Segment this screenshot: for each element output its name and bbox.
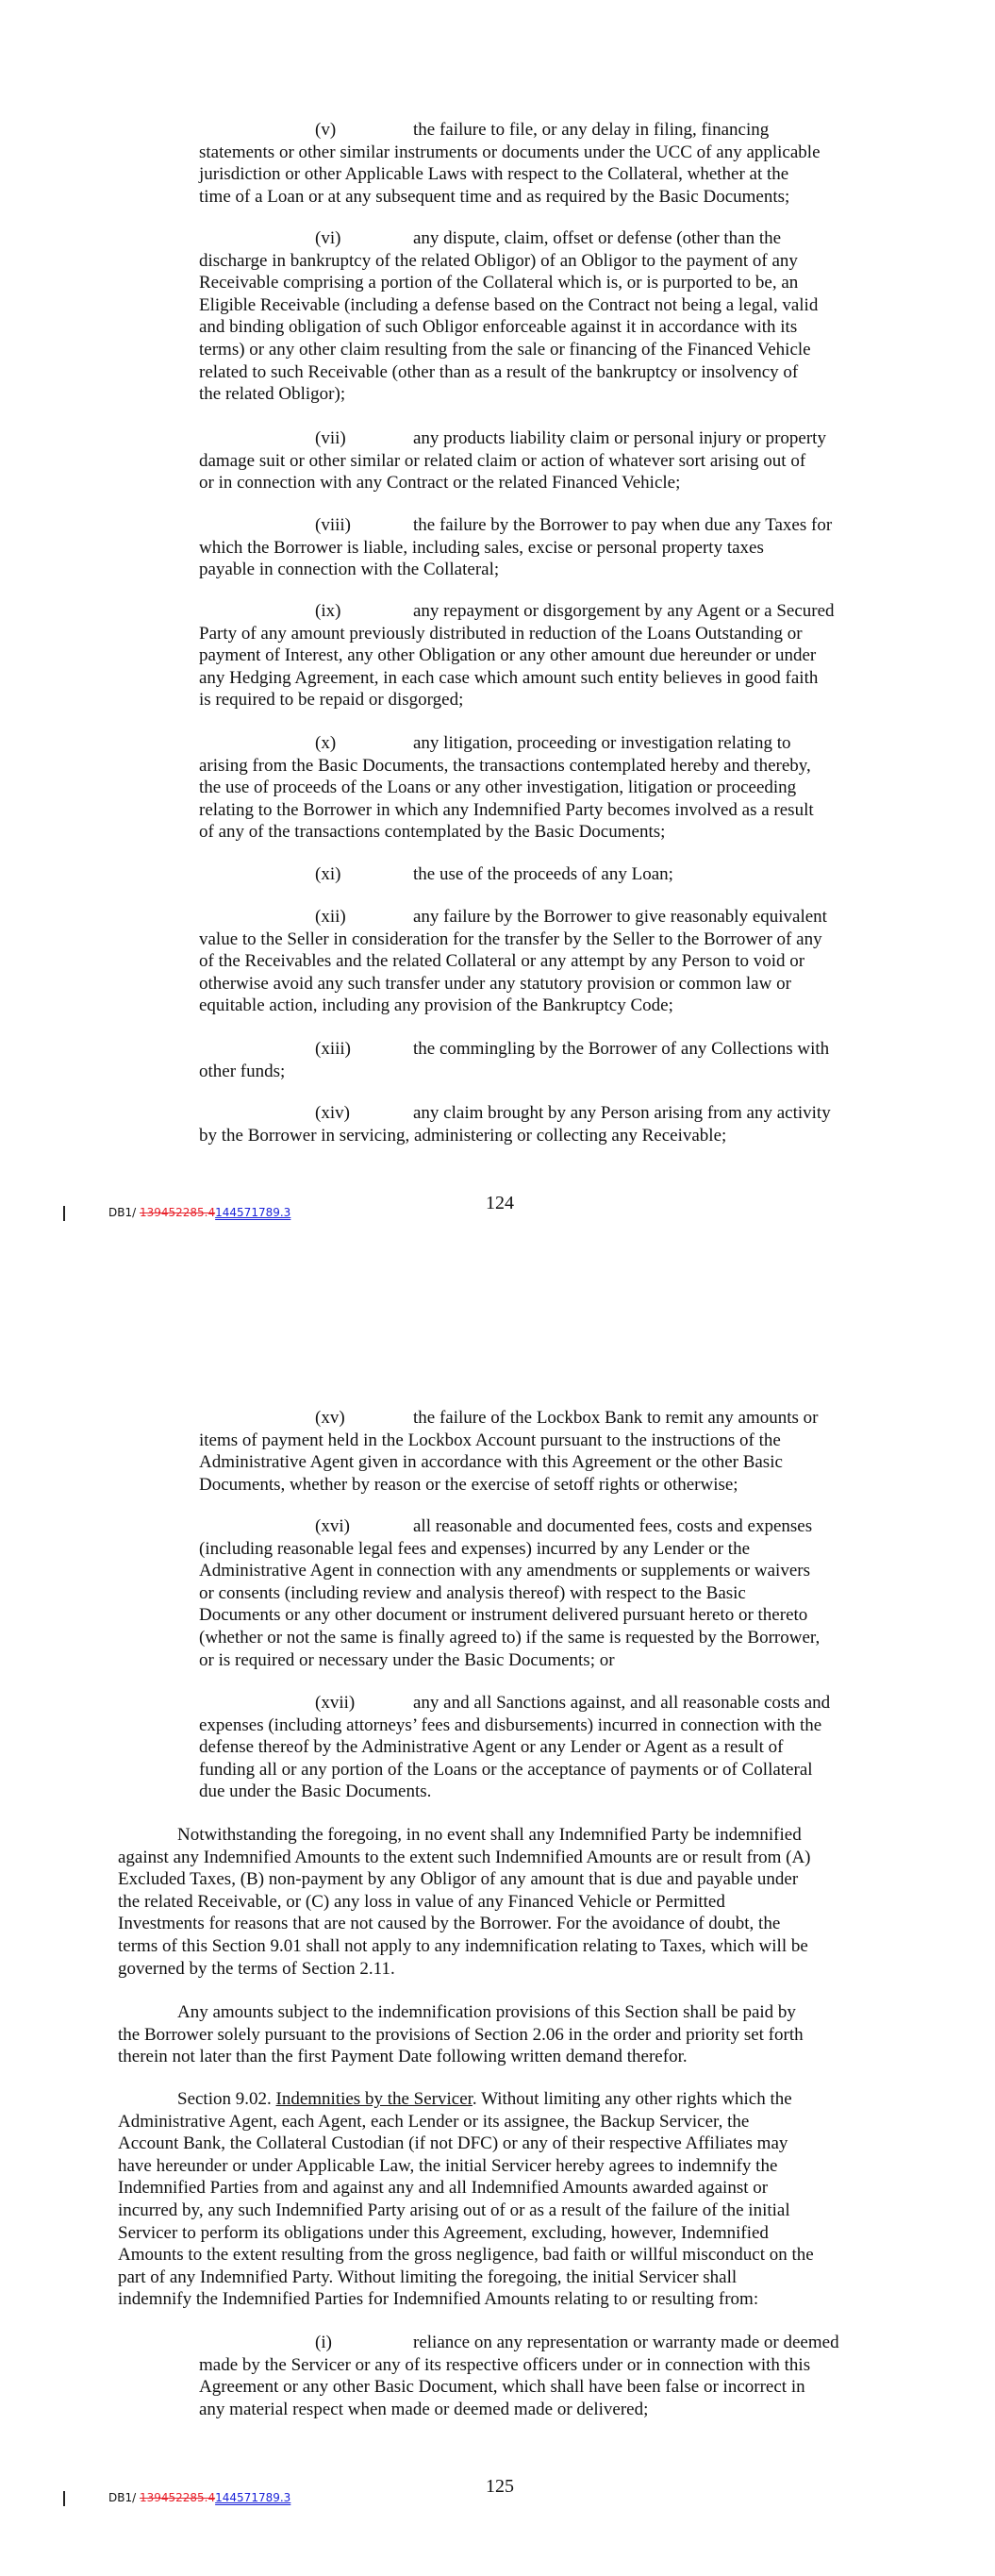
text-line: the failure by the Borrower to pay when due any Taxes for xyxy=(413,515,833,535)
text-line: Party of any amount previously distributed in reduction of the Loans Outstanding or xyxy=(199,623,803,644)
text-line: indemnify the Indemnified Parties for Indemnified Amounts relating to or resulting from: xyxy=(118,2289,759,2310)
text-line: payable in connection with the Collateral; xyxy=(199,560,500,580)
text-line: due under the Basic Documents. xyxy=(199,1781,432,1802)
text-line: value to the Seller in consideration for the transfer by the Seller to the Borrower of any xyxy=(199,928,822,949)
text-line: (including reasonable legal fees and expenses) incurred by any Lender or the xyxy=(199,1538,751,1559)
text-line: part of any Indemnified Party. Without limiting the foregoing, the initial Servicer shall xyxy=(118,2267,738,2287)
doc-id-inserted: 144571789.3 xyxy=(215,2491,291,2504)
text-line: Servicer to perform its obligations under this Agreement, excluding, however, Indemnified xyxy=(118,2222,769,2243)
text-line: of any of the transactions contemplated by the Basic Documents; xyxy=(199,822,666,843)
text-line: Account Bank, the Collateral Custodian (if not DFC) or any of their respective Affiliates may xyxy=(118,2133,788,2154)
item-label: (ix) xyxy=(315,601,341,621)
text-line: the commingling by the Borrower of any Collections with xyxy=(413,1039,830,1059)
text-line: of the Receivables and the related Collateral or any attempt by any Person to void or xyxy=(199,951,805,972)
text-line: items of payment held in the Lockbox Account pursuant to the instructions of the xyxy=(199,1430,781,1450)
text-line: the related Receivable, or (C) any loss in value of any Financed Vehicle or Permitted xyxy=(118,1891,725,1912)
text-line: any products liability claim or personal injury or property xyxy=(413,428,826,448)
text-line: the related Obligor); xyxy=(199,384,346,405)
text-line: discharge in bankruptcy of the related Obligor) of an Obligor to the payment of any xyxy=(199,250,798,271)
item-label: (xiv) xyxy=(315,1103,350,1123)
text-line: the use of proceeds of the Loans or any other investigation, litigation or proceeding xyxy=(199,778,797,798)
doc-id-deleted: 139452285.4 xyxy=(139,2491,216,2504)
text-line: time of a Loan or at any subsequent time and as required by the Basic Documents; xyxy=(199,186,790,207)
text-line: Excluded Taxes, (B) non-payment by any Obligor of any amount that is due and payable under xyxy=(118,1869,799,1890)
doc-id-footer xyxy=(108,1204,290,1221)
text-line: Documents or any other document or instrument delivered pursuant hereto or thereto xyxy=(199,1605,808,1626)
doc-id-prefix: DB1/ xyxy=(108,2491,140,2504)
text-line: payment of Interest, any other Obligation or any other amount due hereunder or under xyxy=(199,645,817,666)
text-line: have hereunder or under Applicable Law, the initial Servicer hereby agrees to indemnify the xyxy=(118,2155,778,2176)
change-bar xyxy=(63,2491,65,2506)
text-line: any and all Sanctions against, and all reasonable costs and xyxy=(413,1693,831,1713)
text-line: Indemnified Parties from and against any and all Indemnified Amounts awarded against or xyxy=(118,2178,769,2199)
text-line: Notwithstanding the foregoing, in no event shall any Indemnified Party be indemnified xyxy=(177,1825,802,1845)
text-line: any Hedging Agreement, in each case which amount such entity believes in good faith xyxy=(199,667,819,688)
text-line: or is required or necessary under the Basic Documents; or xyxy=(199,1649,615,1670)
text-line: any repayment or disgorgement by any Agent or a Secured xyxy=(413,601,835,621)
text-line: Receivable comprising a portion of the Collateral which is, or is purported to be, an xyxy=(199,273,799,293)
text-line: any failure by the Borrower to give reasonably equivalent xyxy=(413,907,827,927)
text-line: the use of the proceeds of any Loan; xyxy=(413,864,673,884)
text-line: equitable action, including any provision of the Bankruptcy Code; xyxy=(199,995,673,1016)
text-line: Investments for reasons that are not caused by the Borrower. For the avoidance of doubt, the xyxy=(118,1914,781,1934)
item-label: (xiii) xyxy=(315,1039,351,1059)
text-line: Agreement or any other Basic Document, which shall have been false or incorrect in xyxy=(199,2377,805,2398)
text-line: any dispute, claim, offset or defense (other than the xyxy=(413,228,782,248)
item-label: (xi) xyxy=(315,864,341,884)
doc-id-footer xyxy=(108,2489,290,2506)
item-label: (v) xyxy=(315,120,337,140)
text-line: otherwise avoid any such transfer under any statutory provision or common law or xyxy=(199,973,791,994)
item-label: (vi) xyxy=(315,228,341,248)
text-line: Eligible Receivable (including a defense based on the Contract not being a legal, valid xyxy=(199,294,819,315)
text-line: funding all or any portion of the Loans or the acceptance of payments or of Collateral xyxy=(199,1759,813,1780)
doc-id-deleted: 139452285.4 xyxy=(139,1206,216,1219)
item-label: (xii) xyxy=(315,907,346,927)
item-label: (xv) xyxy=(315,1408,345,1428)
text-line: therein not later than the first Payment Date following written demand therefor. xyxy=(118,2047,688,2067)
text-line: or in connection with any Contract or the related Financed Vehicle; xyxy=(199,473,681,493)
doc-id-inserted: 144571789.3 xyxy=(215,1206,291,1219)
text-line: reliance on any representation or warranty made or deemed xyxy=(413,2333,839,2352)
text-line: terms) or any other claim resulting from the sale or financing of the Financed Vehicle xyxy=(199,340,811,360)
text-line: the failure of the Lockbox Bank to remit any amounts or xyxy=(413,1408,819,1428)
item-label: (xvi) xyxy=(315,1516,350,1536)
text-line: the Borrower solely pursuant to the provisions of Section 2.06 in the order and priority set forth xyxy=(118,2024,804,2045)
section-heading: Indemnities by the Servicer xyxy=(275,2089,473,2109)
text-line: other funds; xyxy=(199,1061,286,1081)
text-line: statements or other similar instruments or documents under the UCC of any applicable xyxy=(199,142,821,162)
text-line: Documents, whether by reason or the exercise of setoff rights or otherwise; xyxy=(199,1474,738,1495)
text-line: jurisdiction or other Applicable Laws with respect to the Collateral, whether at the xyxy=(199,164,789,185)
doc-id-prefix: DB1/ xyxy=(108,1206,140,1219)
text-line: Amounts to the extent resulting from the gross negligence, bad faith or willful misconduct on the xyxy=(118,2245,814,2266)
text-line: against any Indemnified Amounts to the extent such Indemnified Amounts are or result from (A) xyxy=(118,1847,811,1867)
text-line: and binding obligation of such Obligor enforceable against it in accordance with its xyxy=(199,317,798,338)
text-line: relating to the Borrower in which any Indemnified Party becomes involved as a result xyxy=(199,799,814,820)
item-label: (viii) xyxy=(315,515,351,535)
text-line: damage suit or other similar or related claim or action of whatever sort arising out of xyxy=(199,450,806,471)
text-line: or consents (including review and analysis thereof) with respect to the Basic xyxy=(199,1582,746,1603)
item-label: (xvii) xyxy=(315,1693,356,1713)
text-line: defense thereof by the Administrative Agent or any Lender or Agent as a result of xyxy=(199,1737,784,1758)
text-line: terms of this Section 9.01 shall not apply to any indemnification relating to Taxes, which will be xyxy=(118,1936,808,1956)
section-number: Section 9.02. xyxy=(177,2089,276,2109)
text-line: any litigation, proceeding or investigation relating to xyxy=(413,733,791,753)
text-line: Any amounts subject to the indemnification provisions of this Section shall be paid by xyxy=(177,2002,796,2022)
item-label: (i) xyxy=(315,2333,332,2352)
text-line: all reasonable and documented fees, costs and expenses xyxy=(413,1516,813,1536)
text-line: is required to be repaid or disgorged; xyxy=(199,690,464,711)
text-line: Administrative Agent in connection with any amendments or supplements or waivers xyxy=(199,1561,810,1581)
text-line: expenses (including attorneys’ fees and disbursements) incurred in connection with the xyxy=(199,1715,822,1735)
section-text: . Without limiting any other rights which the xyxy=(472,2089,792,2109)
item-label: (x) xyxy=(315,733,337,753)
text-line: (whether or not the same is finally agreed to) if the same is requested by the Borrower, xyxy=(199,1628,821,1648)
text-line: governed by the terms of Section 2.11. xyxy=(118,1958,395,1979)
text-line: incurred by, any such Indemnified Party arising out of or as a result of the failure of the initial xyxy=(118,2200,790,2220)
text-line: which the Borrower is liable, including sales, excise or personal property taxes xyxy=(199,537,764,558)
text-line: the failure to file, or any delay in filing, financing xyxy=(413,120,770,140)
text-line: Administrative Agent, each Agent, each Lender or its assignee, the Backup Servicer, the xyxy=(118,2111,750,2132)
item-label: (vii) xyxy=(315,428,346,448)
text-line: related to such Receivable (other than as a result of the bankruptcy or insolvency of xyxy=(199,361,799,382)
page-number: 124 xyxy=(486,1193,514,1213)
section-heading-line xyxy=(177,2088,792,2111)
text-line: any material respect when made or deemed made or delivered; xyxy=(199,2399,649,2419)
text-line: Administrative Agent given in accordance with this Agreement or the other Basic xyxy=(199,1452,783,1473)
change-bar xyxy=(63,1206,65,1221)
text-line: made by the Servicer or any of its respective officers under or in connection with this xyxy=(199,2354,811,2375)
text-line: arising from the Basic Documents, the transactions contemplated hereby and thereby, xyxy=(199,755,811,776)
text-line: by the Borrower in servicing, administering or collecting any Receivable; xyxy=(199,1125,727,1146)
page-number: 125 xyxy=(486,2476,514,2497)
text-line: any claim brought by any Person arising from any activity xyxy=(413,1103,831,1123)
